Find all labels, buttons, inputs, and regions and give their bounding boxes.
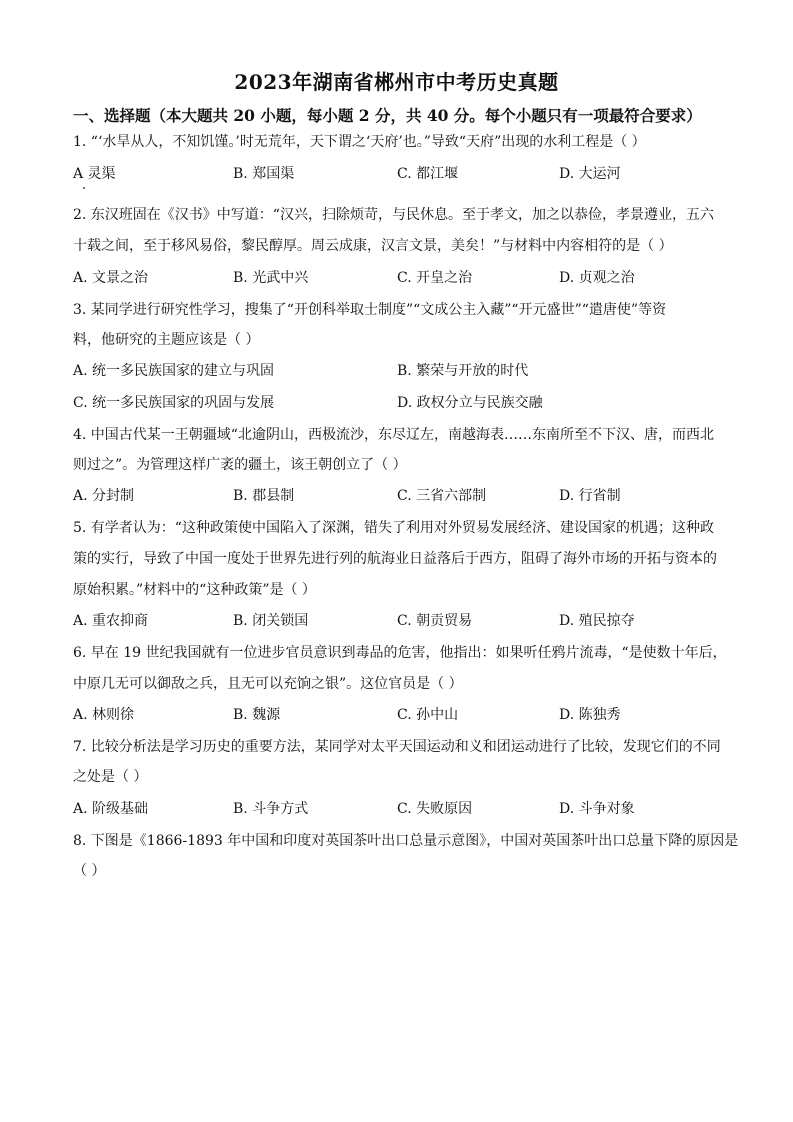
question-3-option-d: D. 政权分立与民族交融 [397,395,543,411]
question-4-option-b: B. 郡县制 [233,488,295,504]
stray-dot [83,187,85,189]
question-3-line-1: 3. 某同学进行研究性学习，搜集了“开创科举取士制度”“文成公主入藏”“开元盛世”“遣唐使”等资 [73,302,667,318]
question-4-option-d: D. 行省制 [559,488,621,504]
question-5-line-1: 5. 有学者认为：“这种政策使中国陷入了深渊，错失了利用对外贸易发展经济、建设国家的机遇；这种政 [73,520,714,536]
question-5-line-2: 策的实行，导致了中国一度处于世界先进行列的航海业日益落后于西方，阻碍了海外市场的开拓与资本的 [73,551,717,567]
question-3-option-b: B. 繁荣与开放的时代 [397,363,529,379]
question-8-line-1: 8. 下图是《1866-1893 年中国和印度对英国茶叶出口总量示意图》，中国对英国茶叶出口总量下降的原因是 [73,833,739,849]
question-4-line-2: 则过之”。为管理这样广袤的疆土，该王朝创立了（ ） [73,457,407,473]
question-6-line-2: 中原几无可以御敌之兵，且无可以充饷之银”。这位官员是（ ） [73,676,463,692]
question-5-option-b: B. 闭关锁国 [233,613,309,629]
question-3-option-a: A. 统一多民族国家的建立与巩固 [73,363,275,379]
question-4-option-a: A. 分封制 [73,488,135,504]
question-6-option-b: B. 魏源 [233,707,281,723]
question-1-option-d: D. 大运河 [559,166,621,182]
question-3-line-2: 料，他研究的主题应该是（ ） [73,332,260,348]
question-4-line-1: 4. 中国古代某一王朝疆域“北逾阴山，西极流沙，东尽辽左，南越海表……东南所至不下汉、唐，而西北 [73,427,714,443]
question-6-option-a: A. 林则徐 [73,707,135,723]
question-7-option-c: C. 失败原因 [397,801,473,817]
question-1-option-b: B. 郑国渠 [233,166,295,182]
question-6-option-d: D. 陈独秀 [559,707,621,723]
question-3-option-c: C. 统一多民族国家的巩固与发展 [73,395,275,411]
question-1-option-a: A 灵渠 [73,166,116,182]
question-4-option-c: C. 三省六部制 [397,488,487,504]
question-2-line-1: 2. 东汉班固在《汉书》中写道：“汉兴，扫除烦苛，与民休息。至于孝文，加之以恭俭，孝景遵业，五六 [73,207,714,223]
question-1-option-c: C. 都江堰 [397,166,459,182]
question-6-line-1: 6. 早在 19 世纪我国就有一位进步官员意识到毒品的危害，他指出：如果听任鸦片流毒，“是使数十年后， [73,645,727,661]
page-title: 2023年湖南省郴州市中考历史真题 [234,70,559,94]
question-2-option-c: C. 开皇之治 [397,270,473,286]
question-7-option-b: B. 斗争方式 [233,801,309,817]
question-7-option-d: D. 斗争对象 [559,801,635,817]
question-7-line-1: 7. 比较分析法是学习历史的重要方法，某同学对太平天国运动和义和团运动进行了比较，发现它们的不同 [73,739,721,755]
question-1-line-1: 1. “‘水旱从人，不知饥馑。’时无荒年，天下谓之‘天府’也。”导致“天府”出现的水利工程是（ ） [73,134,646,150]
section-heading: 一、选择题（本大题共 20 小题，每小题 2 分，共 40 分。每个小题只有一项最符合要求） [73,106,702,125]
question-8-line-2: （ ） [73,863,106,879]
question-5-line-3: 原始积累。”材料中的“这种政策”是（ ） [73,582,316,598]
question-5-option-a: A. 重农抑商 [73,613,149,629]
question-5-option-c: C. 朝贡贸易 [397,613,473,629]
question-2-option-a: A. 文景之治 [73,270,149,286]
question-7-line-2: 之处是（ ） [73,769,148,785]
question-2-option-d: D. 贞观之治 [559,270,635,286]
question-2-option-b: B. 光武中兴 [233,270,309,286]
question-5-option-d: D. 殖民掠夺 [559,613,635,629]
question-6-option-c: C. 孙中山 [397,707,459,723]
question-7-option-a: A. 阶级基础 [73,801,149,817]
question-2-line-2: 十载之间，至于移风易俗，黎民醇厚。周云成康，汉言文景，美矣！”与材料中内容相符的是（ ） [73,238,673,254]
